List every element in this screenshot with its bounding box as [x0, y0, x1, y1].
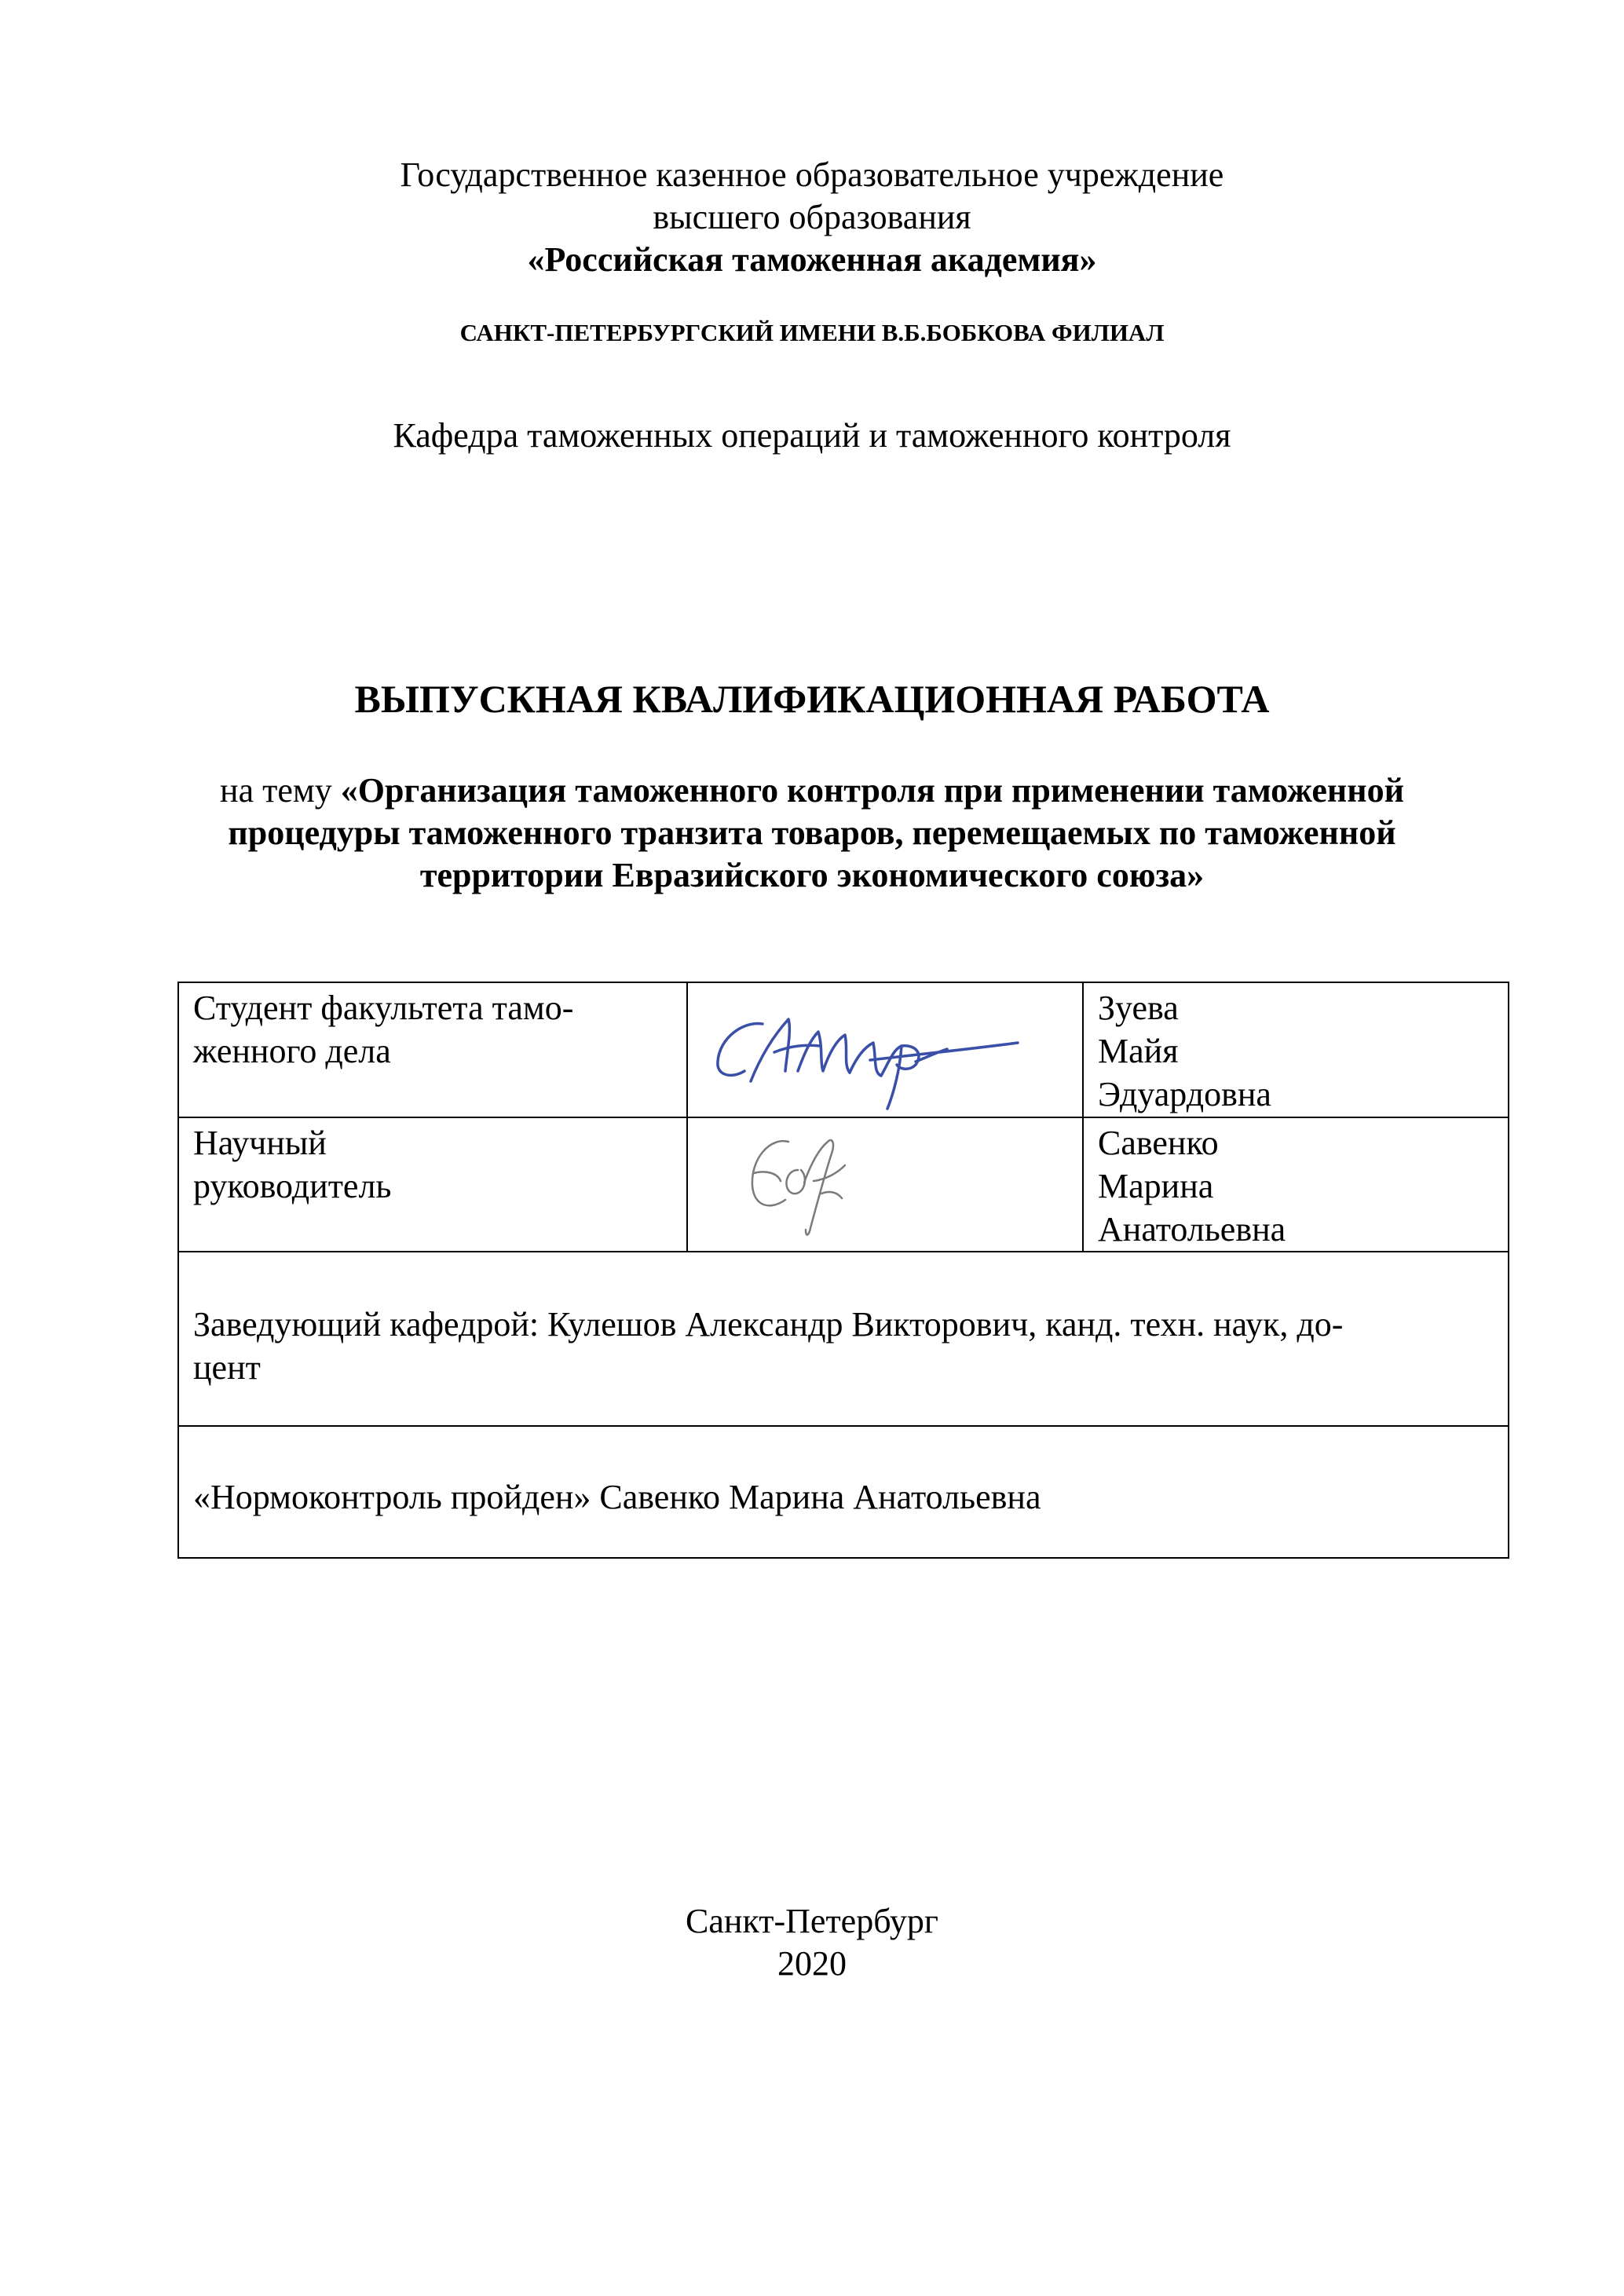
supervisor-surname: Савенко: [1098, 1124, 1219, 1162]
institution-line-1: Государственное казенное образовательное учреждение: [400, 155, 1224, 194]
head-of-department-cell: [178, 1252, 1509, 1426]
supervisor-role-cell: [178, 1117, 687, 1252]
supervisor-name-cell: [1083, 1117, 1509, 1252]
supervisor-row: [178, 1117, 1509, 1252]
branch-name: САНКТ-ПЕТЕРБУРГСКИЙ ИМЕНИ В.Б.БОБКОВА ФИЛИАЛ: [459, 319, 1165, 346]
head-of-department-row: [178, 1252, 1509, 1426]
normcontrol-cell: [178, 1426, 1509, 1558]
supervisor-signature: [688, 1118, 1081, 1249]
signature-table: [177, 982, 1509, 1559]
head-of-department-line-2: цент: [193, 1348, 261, 1387]
normcontrol-row: [178, 1426, 1509, 1558]
normcontrol-text: «Нормоконтроль пройден» Савенко Марина Анатольевна: [193, 1478, 1041, 1516]
thesis-topic: [118, 770, 1506, 897]
student-role-line-1: Студент факультета тамо-: [193, 989, 574, 1027]
supervisor-role-line-2: руководитель: [193, 1167, 392, 1205]
student-signature: [688, 983, 1081, 1117]
supervisor-patronymic: Анатольевна: [1098, 1210, 1286, 1249]
institution-line-2: высшего образования: [653, 198, 971, 236]
footer: [0, 1900, 1624, 1985]
student-first-name: Майя: [1098, 1032, 1179, 1070]
student-signature-cell: [687, 982, 1083, 1117]
topic-line-3: территории Евразийского экономического союза»: [419, 856, 1205, 894]
year: 2020: [777, 1944, 847, 1983]
topic-prefix: на тему: [220, 771, 341, 810]
student-patronymic: Эдуардовна: [1098, 1075, 1271, 1113]
work-type-title: ВЫПУСКНАЯ КВАЛИФИКАЦИОННАЯ РАБОТА: [354, 677, 1270, 721]
student-row: [178, 982, 1509, 1117]
supervisor-first-name: Марина: [1098, 1167, 1214, 1205]
supervisor-signature-cell: [687, 1117, 1083, 1252]
academy-name: «Российская таможенная академия»: [527, 240, 1097, 279]
supervisor-role-line-1: Научный: [193, 1124, 327, 1162]
student-surname: Зуева: [1098, 989, 1179, 1027]
institution-header: [0, 154, 1624, 281]
student-role-line-2: женного дела: [193, 1032, 391, 1070]
student-name-cell: [1083, 982, 1509, 1117]
city: Санкт-Петербург: [686, 1902, 938, 1940]
head-of-department-line-1: Заведующий кафедрой: Кулешов Александр Викторович, канд. техн. наук, до-: [193, 1305, 1344, 1344]
department-name: Кафедра таможенных операций и таможенного контроля: [393, 416, 1231, 455]
topic-line-2: процедуры таможенного транзита товаров, перемещаемых по таможенной: [228, 813, 1396, 852]
student-role-cell: [178, 982, 687, 1117]
topic-line-1: «Организация таможенного контроля при применении таможенной: [340, 771, 1404, 810]
